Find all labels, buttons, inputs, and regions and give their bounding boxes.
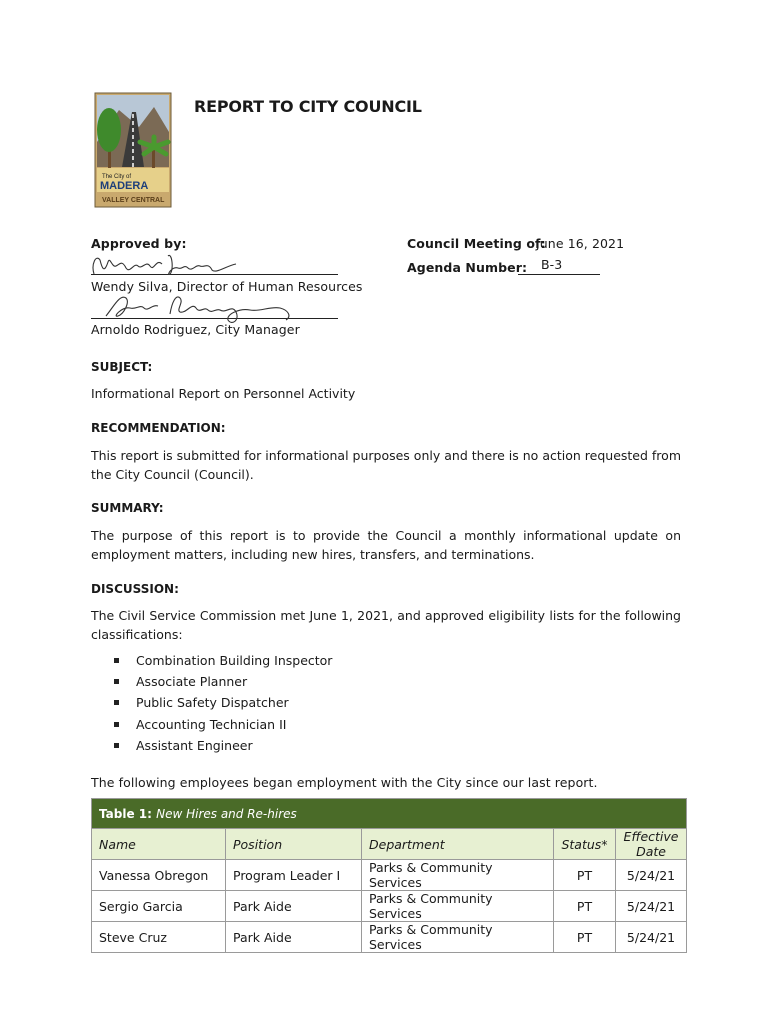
signer-2: Arnoldo Rodriguez, City Manager xyxy=(91,322,300,337)
city-logo xyxy=(94,92,172,208)
summary-text: The purpose of this report is to provide the Council a monthly informational update on employment matters, including new hires, transfers, and terminations. xyxy=(91,528,681,562)
agenda-number-value: B-3 xyxy=(541,257,563,272)
agenda-number-label: Agenda Number: xyxy=(407,260,528,275)
subject-heading: SUBJECT: xyxy=(91,360,153,374)
table-header-row xyxy=(92,829,687,860)
list-item: Accounting Technician II xyxy=(110,716,332,737)
table-row: Steve Cruz Park Aide Parks & Community Services PT 5/24/21 xyxy=(92,922,687,953)
list-item: Public Safety Dispatcher xyxy=(110,694,332,715)
signature-wendy-silva xyxy=(86,246,246,280)
discussion-heading: DISCUSSION: xyxy=(91,582,179,596)
list-item: Combination Building Inspector xyxy=(110,652,332,673)
table-caption: Table 1: New Hires and Re-hires xyxy=(92,799,687,829)
approved-by-label: Approved by: xyxy=(91,236,187,251)
header-status: Status* xyxy=(554,829,616,860)
logo-line1: The City of xyxy=(102,174,132,180)
meeting-date-value: June 16, 2021 xyxy=(536,236,625,251)
header-position: Position xyxy=(226,829,362,860)
classification-list xyxy=(110,652,332,758)
recommendation-text: This report is submitted for informational purposes only and there is no action requested from the City Council (Council). xyxy=(91,448,681,482)
table-caption-row xyxy=(92,799,687,829)
summary-heading: SUMMARY: xyxy=(91,501,164,515)
recommendation-heading: RECOMMENDATION: xyxy=(91,421,226,435)
list-item: Assistant Engineer xyxy=(110,737,332,758)
table-row: Sergio Garcia Park Aide Parks & Community Services PT 5/24/21 xyxy=(92,891,687,922)
subject-text: Informational Report on Personnel Activity xyxy=(91,386,356,401)
header-effective-date: Effective Date xyxy=(616,829,687,860)
logo-line3: VALLEY CENTRAL xyxy=(102,197,165,204)
employees-intro: The following employees began employment with the City since our last report. xyxy=(91,775,598,790)
page-title: REPORT TO CITY COUNCIL xyxy=(194,97,422,116)
discussion-text: The Civil Service Commission met June 1, 2021, and approved eligibility lists for the following classifications: xyxy=(91,608,681,642)
logo-line2: MADERA xyxy=(100,180,149,192)
table-row: Vanessa Obregon Program Leader I Parks & Community Services PT 5/24/21 xyxy=(92,860,687,891)
signer-1: Wendy Silva, Director of Human Resources xyxy=(91,279,363,294)
header-name: Name xyxy=(92,829,226,860)
header-department: Department xyxy=(362,829,554,860)
list-item: Associate Planner xyxy=(110,673,332,694)
new-hires-table xyxy=(91,798,687,953)
meeting-date-label: Council Meeting of: xyxy=(407,236,546,251)
agenda-number-line xyxy=(518,274,600,275)
